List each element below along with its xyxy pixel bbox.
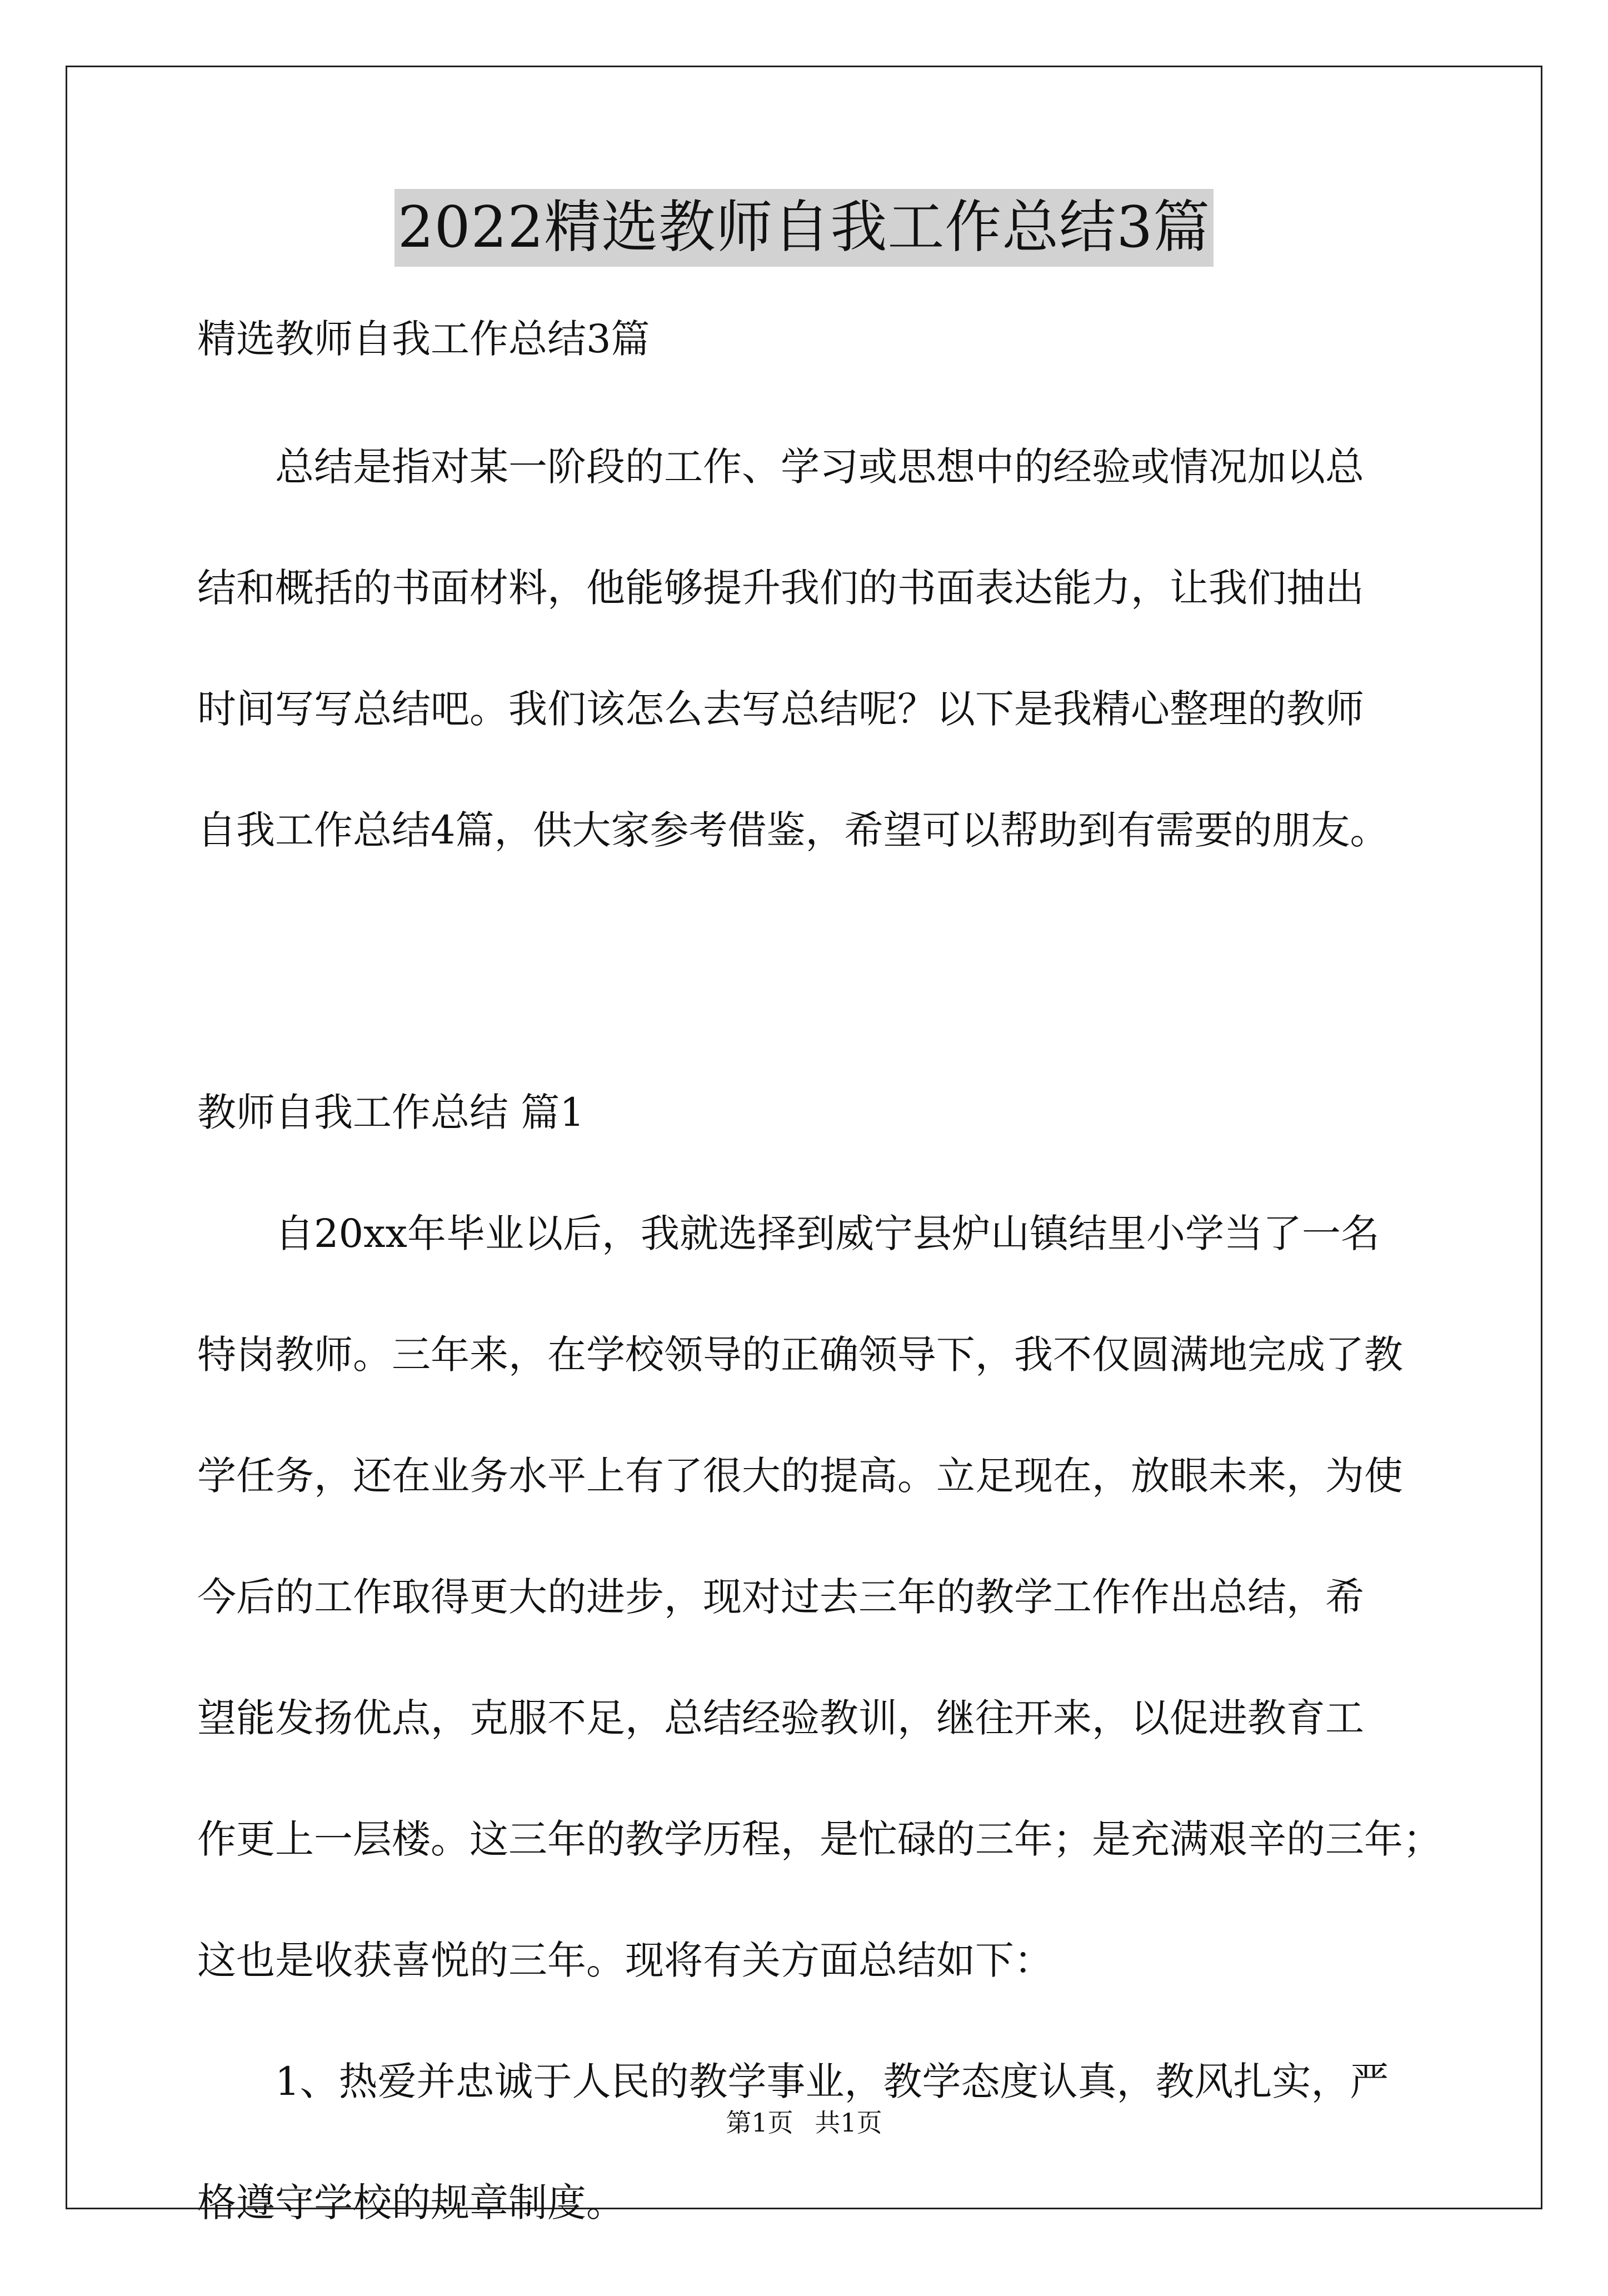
section-spacer: [197, 924, 1420, 1085]
total-pages: 共1页: [815, 2108, 882, 2138]
point-line: 1、热爱并忠诚于人民的教学事业，教学态度认真，教风扎实，严: [275, 2059, 1389, 2104]
section-line: 今后的工作取得更大的进步，现对过去三年的教学工作作出总结，希: [197, 1574, 1364, 1620]
intro-line: 自我工作总结4篇，供大家参考借鉴，希望可以帮助到有需要的朋友。: [197, 807, 1389, 853]
page-number: 第1页: [726, 2108, 793, 2138]
section-line: 学任务，还在业务水平上有了很大的提高。立足现在，放眼未来，为使: [197, 1453, 1403, 1499]
document-body: [197, 311, 1442, 2296]
page-footer: [0, 2106, 1608, 2139]
section-line: 特岗教师。三年来，在学校领导的正确领导下，我不仅圆满地完成了教: [197, 1332, 1403, 1377]
intro-line: 结和概括的书面材料，他能够提升我们的书面表达能力，让我们抽出: [197, 565, 1364, 611]
section-line: 望能发扬优点，克服不足，总结经验教训，继往开来，以促进教育工: [197, 1695, 1364, 1741]
document-title: 2022精选教师自我工作总结3篇: [394, 189, 1214, 267]
point-line: 格遵守学校的规章制度。: [197, 2180, 625, 2225]
section-heading: 教师自我工作总结 篇1: [197, 1090, 585, 1135]
section-line: 自20xx年毕业以后，我就选择到威宁县炉山镇结里小学当了一名: [275, 1211, 1380, 1256]
intro-line: 总结是指对某一阶段的工作、学习或思想中的经验或情况加以总: [275, 444, 1364, 490]
section-line: 作更上一层楼。这三年的教学历程，是忙碌的三年；是充满艰辛的三年；: [197, 1816, 1442, 1862]
section-line: 这也是收获喜悦的三年。现将有关方面总结如下：: [197, 1938, 1053, 1983]
document-subtitle: 精选教师自我工作总结3篇: [197, 316, 650, 362]
intro-line: 时间写写总结吧。我们该怎么去写总结呢？以下是我精心整理的教师: [197, 686, 1364, 732]
title-container: [0, 189, 1608, 267]
